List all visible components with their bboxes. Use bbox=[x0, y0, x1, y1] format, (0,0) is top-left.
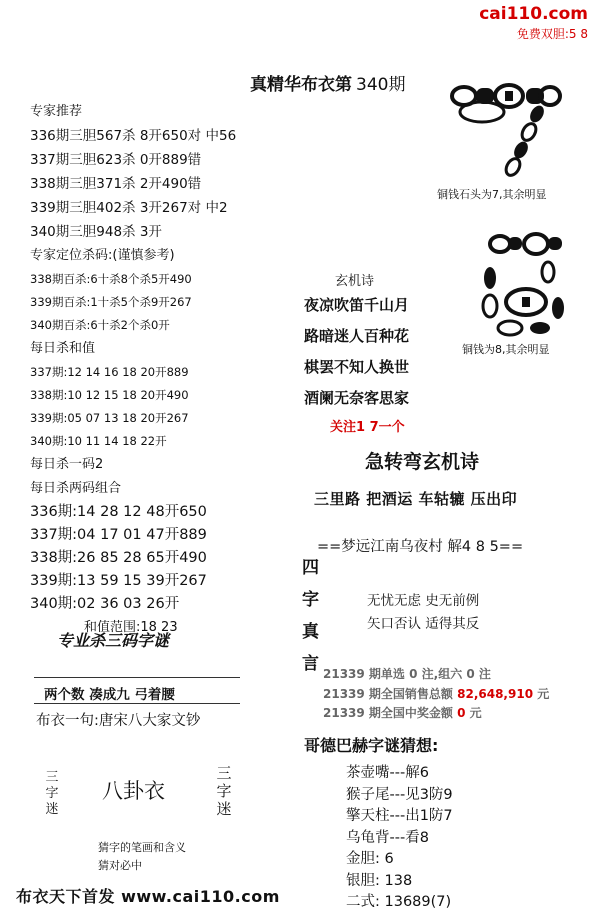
page-title bbox=[250, 70, 405, 95]
guess-item: 茶壶嘴---解6 bbox=[346, 765, 429, 781]
poem-line: 夜凉吹笛千山月 bbox=[304, 296, 410, 314]
coin-caption: 铜钱为8,其余明显 bbox=[462, 343, 550, 356]
riddle-poem-title: 急转弯玄机诗 bbox=[365, 451, 480, 473]
divider bbox=[34, 703, 240, 704]
sum-range: 和值范围:18 23 bbox=[84, 620, 178, 635]
four-char: 真 bbox=[302, 622, 319, 642]
position-kill-line: 340期百杀:6十杀2个杀0开 bbox=[30, 318, 170, 332]
footer-site: 布衣天下首发 www.cai110.com bbox=[16, 887, 280, 906]
stat-line bbox=[323, 685, 549, 702]
guess-item: 银胆: 138 bbox=[346, 872, 413, 889]
daily-sum-line: 339期:05 07 13 18 20开267 bbox=[30, 411, 189, 425]
two-code-line: 338期:26 85 28 65开490 bbox=[30, 550, 207, 566]
stat-line bbox=[323, 665, 491, 682]
hint-line: 猜字的笔画和含义 bbox=[98, 841, 186, 854]
expert-line: 339期三胆402杀 3开267对 中2 bbox=[30, 200, 228, 216]
daily-sum-heading: 每日杀和值 bbox=[30, 341, 96, 356]
hint-line: 猜对必中 bbox=[98, 859, 142, 872]
bagua-riddle: 八卦衣 bbox=[102, 779, 165, 803]
guess-item: 二式: 13689(7) bbox=[346, 894, 452, 910]
two-code-line: 336期:14 28 12 48开650 bbox=[30, 504, 207, 520]
buyi-line: 布衣一句:唐宋八大家文钞 bbox=[36, 713, 201, 729]
three-char-riddle-left: 三字迷 bbox=[45, 770, 59, 817]
coin-chain-8-icon bbox=[478, 228, 574, 338]
guess-item: 乌龟背---看8 bbox=[346, 829, 429, 846]
two-code-heading: 每日杀两码组合 bbox=[30, 481, 122, 496]
goethe-heading: 哥德巴赫字谜猜想: bbox=[304, 736, 439, 755]
title-text: 真精华布衣第 bbox=[250, 75, 352, 95]
position-kill-line: 339期百杀:1十杀5个杀9开267 bbox=[30, 295, 192, 309]
expert-heading: 专家推荐 bbox=[30, 104, 83, 119]
poem-line: 棋罢不知人换世 bbox=[304, 358, 410, 376]
riddle-phrase: 三里路 把酒运 车轱辘 压出印 bbox=[314, 490, 518, 508]
four-char: 言 bbox=[302, 654, 319, 674]
left-column bbox=[30, 100, 236, 640]
coin-caption: 铜钱石头为7,其余明显 bbox=[437, 188, 547, 201]
dream-line: ==梦远江南乌夜村 解4 8 5== bbox=[317, 539, 524, 555]
expert-line: 336期三胆567杀 8开650对 中56 bbox=[30, 128, 237, 144]
stat-line bbox=[323, 704, 482, 721]
stat-label: 21339 期全国中奖金额 bbox=[323, 706, 453, 720]
position-kill-heading: 专家定位杀码:(谨慎参考) bbox=[30, 248, 175, 263]
site-name: cai110.com bbox=[479, 4, 588, 24]
poem-line: 酒阑无奈客思家 bbox=[304, 389, 410, 407]
stat-label: 21339 期单选 0 注,组六 0 注 bbox=[323, 667, 491, 681]
coin-chain-7-icon bbox=[442, 66, 562, 178]
four-char-line: 矢口否认 适得其反 bbox=[367, 616, 480, 632]
stat-label: 21339 期全国销售总额 bbox=[323, 687, 453, 701]
two-numbers-riddle: 两个数 凑成九 弓着腰 bbox=[44, 687, 175, 703]
expert-line: 338期三胆371杀 2开490错 bbox=[30, 176, 202, 192]
free-pick: 免费双胆:5 8 bbox=[516, 27, 588, 41]
guess-list bbox=[346, 763, 453, 914]
daily-one-code: 每日杀一码2 bbox=[30, 457, 104, 472]
daily-sum-line: 337期:12 14 16 18 20开889 bbox=[30, 365, 189, 379]
guess-item: 金胆: 6 bbox=[346, 851, 394, 867]
expert-line: 337期三胆623杀 0开889错 bbox=[30, 152, 202, 168]
guess-item: 猴子尾---见3防9 bbox=[346, 786, 453, 803]
two-code-line: 337期:04 17 01 47开889 bbox=[30, 527, 207, 543]
daily-sum-line: 338期:10 12 15 18 20开490 bbox=[30, 388, 189, 402]
stat-value: 82,648,910 bbox=[457, 687, 534, 701]
poem-line: 路暗迷人百种花 bbox=[304, 327, 410, 345]
guess-item: 擎天柱---出1防7 bbox=[346, 808, 453, 824]
stat-unit: 元 bbox=[537, 687, 550, 701]
daily-sum-line: 340期:10 11 14 18 22开 bbox=[30, 434, 167, 448]
four-char: 四 bbox=[302, 558, 319, 578]
stat-value: 0 bbox=[457, 706, 466, 720]
four-char-column bbox=[302, 552, 319, 680]
four-char: 字 bbox=[302, 590, 319, 610]
three-char-riddle-right: 三字迷 bbox=[216, 764, 232, 818]
four-char-line: 无忧无虑 史无前例 bbox=[367, 593, 480, 609]
expert-line: 340期三胆948杀 3开 bbox=[30, 224, 162, 240]
poem bbox=[304, 290, 409, 414]
pro-riddle-title: 专业杀三码字谜 bbox=[57, 631, 170, 650]
two-code-line: 339期:13 59 15 39开267 bbox=[30, 573, 207, 589]
follow-note: 关注1 7一个 bbox=[330, 420, 405, 435]
divider bbox=[34, 677, 240, 678]
issue-number: 340期 bbox=[356, 75, 406, 95]
two-code-line: 340期:02 36 03 26开 bbox=[30, 596, 180, 612]
position-kill-line: 338期百杀:6十杀8个杀5开490 bbox=[30, 272, 192, 286]
poem-heading: 玄机诗 bbox=[335, 274, 375, 289]
stat-unit: 元 bbox=[469, 706, 482, 720]
